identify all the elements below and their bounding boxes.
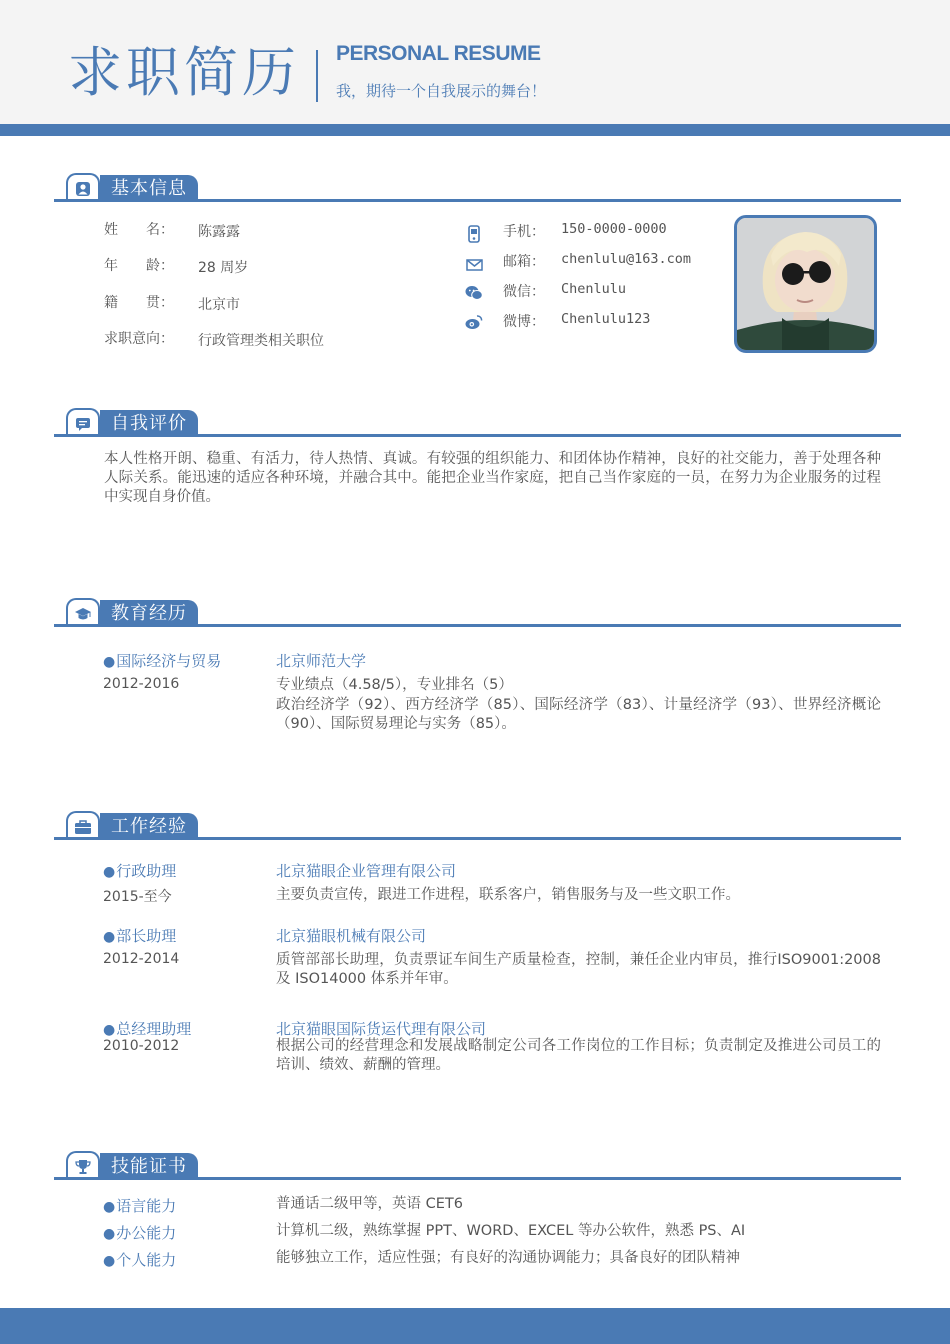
graduation-cap-icon (66, 598, 100, 627)
page-title: 求职简历 (68, 41, 300, 104)
email-label: 邮箱： (503, 254, 545, 270)
work-description: 根据公司的经营理念和发展战略制定公司各工作岗位的工作目标；负责制定及推进公司员工的培训、绩效、薪酬的管理。 (276, 1038, 881, 1073)
trophy-icon (66, 1151, 100, 1180)
profile-photo (734, 215, 877, 353)
skill-description: 能够独立工作，适应性强；有良好的沟通协调能力；具备良好的团队精神 (276, 1250, 740, 1266)
work-period: 2010-2012 (103, 1038, 180, 1054)
age-value: 28 周岁 (198, 260, 249, 276)
header (0, 0, 950, 124)
origin-value: 北京市 (198, 297, 240, 313)
name-label: 姓 名： (104, 222, 174, 238)
work-period: 2012-2014 (103, 951, 180, 967)
work-position: ● 部长助理 (103, 925, 176, 946)
phone-icon (465, 225, 483, 243)
mail-icon (465, 256, 483, 274)
education-school: 北京师范大学 (276, 652, 367, 670)
education-period: 2012-2016 (103, 676, 180, 692)
comment-icon (66, 408, 100, 437)
section-title: 技能证书 (100, 1153, 198, 1180)
title-divider (316, 50, 318, 102)
section-skills (54, 1148, 901, 1180)
work-company: 北京猫眼机械有限公司 (276, 927, 427, 945)
briefcase-icon (66, 811, 100, 840)
intent-value: 行政管理类相关职位 (198, 333, 324, 349)
work-position: ● 总经理助理 (103, 1018, 191, 1039)
section-basic-info (54, 170, 901, 202)
phone-label: 手机： (503, 224, 545, 240)
work-company: 北京猫眼国际货运代理有限公司 (276, 1020, 487, 1038)
section-title: 自我评价 (100, 410, 198, 437)
slogan: 我，期待一个自我展示的舞台！ (336, 82, 547, 100)
section-work-experience (54, 808, 901, 840)
name-value: 陈露露 (198, 224, 240, 240)
skill-description: 普通话二级甲等，英语 CET6 (276, 1196, 463, 1212)
weibo-icon (465, 313, 483, 331)
skill-name: ● 办公能力 (103, 1222, 176, 1243)
education-courses: 政治经济学（92）、西方经济学（85）、国际经济学（83）、计量经济学（93）、世界经济概论（90）、国际贸易理论与实务（85）。 (276, 697, 881, 732)
section-title: 基本信息 (100, 175, 198, 202)
wechat-label: 微信： (503, 284, 545, 300)
weibo-value: Chenlulu123 (561, 311, 651, 327)
footer-bar (0, 1308, 950, 1344)
skill-name: ● 个人能力 (103, 1249, 176, 1270)
wechat-icon (465, 284, 483, 302)
work-company: 北京猫眼企业管理有限公司 (276, 862, 457, 880)
person-icon (66, 173, 100, 202)
english-title: PERSONAL RESUME (336, 42, 541, 65)
intent-label: 求职意向： (104, 331, 174, 347)
wechat-value: Chenlulu (561, 281, 627, 297)
self-evaluation-text: 本人性格开朗、稳重、有活力，待人热情、真诚。有较强的组织能力、和团体协作精神，良好的社交能力，善于处理各种人际关系。能迅速的适应各种环境，并融合其中。能把企业当作家庭，把自己当作家庭的一员，在努力为企业服务的过程中实现自身价值。 (104, 451, 881, 505)
phone-value: 150-0000-0000 (561, 221, 667, 237)
email-value: chenlulu@163.com (561, 251, 692, 267)
section-self-evaluation (54, 405, 901, 437)
age-label: 年 龄： (104, 258, 174, 274)
work-description: 质管部部长助理，负责票证车间生产质量检查，控制，兼任企业内审员，推行ISO9001:2008 及 ISO14000 体系并年审。 (276, 952, 881, 987)
education-major: ● 国际经济与贸易 (103, 650, 221, 671)
header-bar (0, 124, 950, 136)
skill-description: 计算机二级，熟练掌握 PPT、WORD、EXCEL 等办公软件，熟悉 PS、AI (276, 1223, 746, 1239)
work-description: 主要负责宣传，跟进工作进程，联系客户，销售服务与及一些文职工作。 (276, 887, 740, 903)
weibo-label: 微博： (503, 314, 545, 330)
work-period: 2015-至今 (103, 889, 172, 905)
origin-label: 籍 贯： (104, 295, 174, 311)
education-gpa: 专业绩点（4.58/5），专业排名（5） (276, 677, 513, 693)
section-education (54, 595, 901, 627)
section-title: 教育经历 (100, 600, 198, 627)
work-position: ● 行政助理 (103, 860, 176, 881)
section-title: 工作经验 (100, 813, 198, 840)
skill-name: ● 语言能力 (103, 1195, 176, 1216)
